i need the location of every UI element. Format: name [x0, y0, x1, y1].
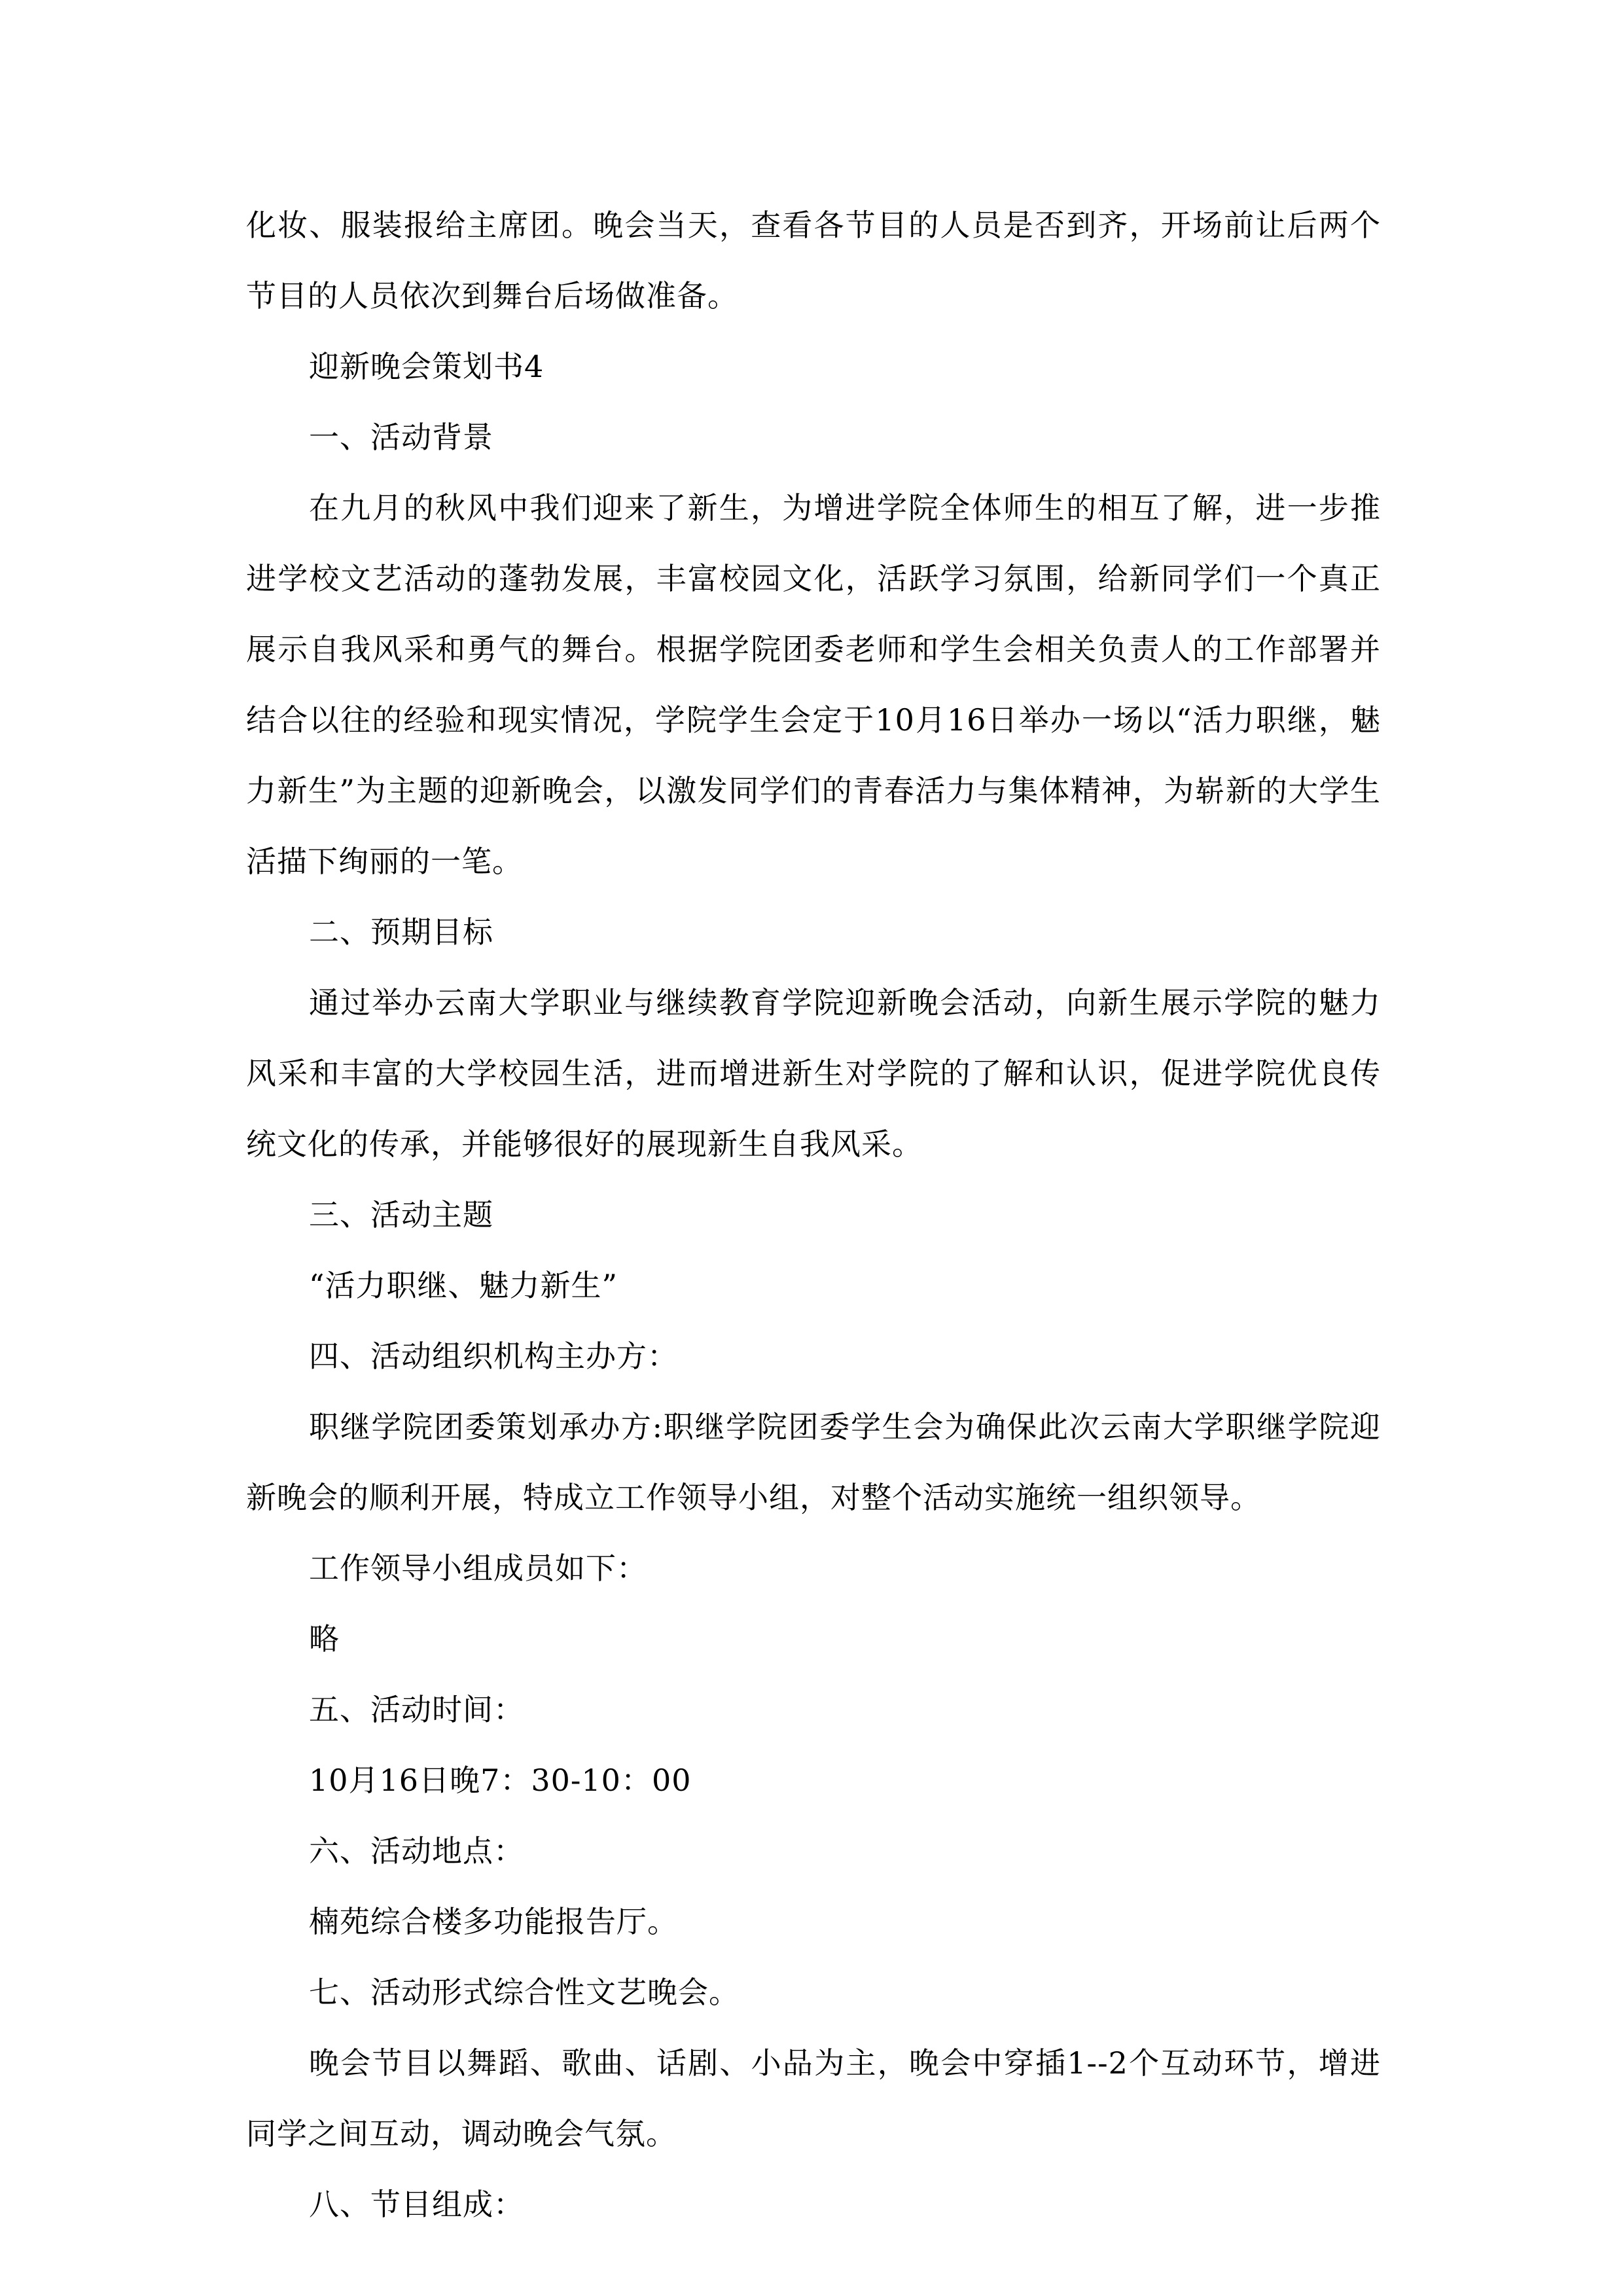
document-body — [246, 190, 1381, 2240]
heading-goals: 二、预期目标 — [309, 914, 493, 950]
heading-time: 五、活动时间： — [309, 1692, 524, 1727]
section-title: 迎新晚会策划书4 — [309, 349, 544, 384]
paragraph-format: 晚会节目以舞蹈、歌曲、话剧、小品为主，晚会中穿插1--2个互动环节，增进同学之间互动，调动晚会气氛。 — [246, 2045, 1381, 2151]
paragraph-goals: 通过举办云南大学职业与继续教育学院迎新晚会活动，向新生展示学院的魅力风采和丰富的大学校园生活，进而增进新生对学院的了解和认识，促进学院优良传统文化的传承，并能够很好的展现新生自我风采。 — [246, 985, 1381, 1162]
heading-format: 七、活动形式综合性文艺晚会。 — [309, 1975, 740, 2010]
heading-program: 八、节目组成： — [309, 2187, 524, 2222]
paragraph-members: 略 — [309, 1621, 340, 1657]
paragraph-members-intro: 工作领导小组成员如下： — [309, 1551, 647, 1586]
heading-background: 一、活动背景 — [309, 420, 493, 455]
paragraph-theme: “活力职继、魅力新生” — [309, 1268, 618, 1303]
paragraph-background: 在九月的秋风中我们迎来了新生，为增进学院全体师生的相互了解，进一步推进学校文艺活动的蓬勃发展，丰富校园文化，活跃学习氛围，给新同学们一个真正展示自我风采和勇气的舞台。根据学院团委老师和学生会相关负责人的工作部署并结合以往的经验和现实情况，学院学生会定于10月16日举办一场以“活力职继，魅力新生”为主题的迎新晚会，以激发同学们的青春活力与集体精神，为崭新的大学生活描下绚丽的一笔。 — [246, 490, 1381, 879]
paragraph-time: 10月16日晚7：30-10：00 — [309, 1763, 692, 1798]
paragraph-location: 楠苑综合楼多功能报告厅。 — [309, 1904, 678, 1939]
heading-theme: 三、活动主题 — [309, 1197, 493, 1232]
heading-location: 六、活动地点： — [309, 1833, 524, 1869]
paragraph-continuation: 化妆、服装报给主席团。晚会当天，查看各节目的人员是否到齐，开场前让后两个节目的人员依次到舞台后场做准备。 — [246, 207, 1381, 314]
heading-organizer: 四、活动组织机构主办方： — [309, 1338, 678, 1374]
paragraph-organizer: 职继学院团委策划承办方:职继学院团委学生会为确保此次云南大学职继学院迎新晚会的顺利开展，特成立工作领导小组，对整个活动实施统一组织领导。 — [246, 1409, 1381, 1515]
